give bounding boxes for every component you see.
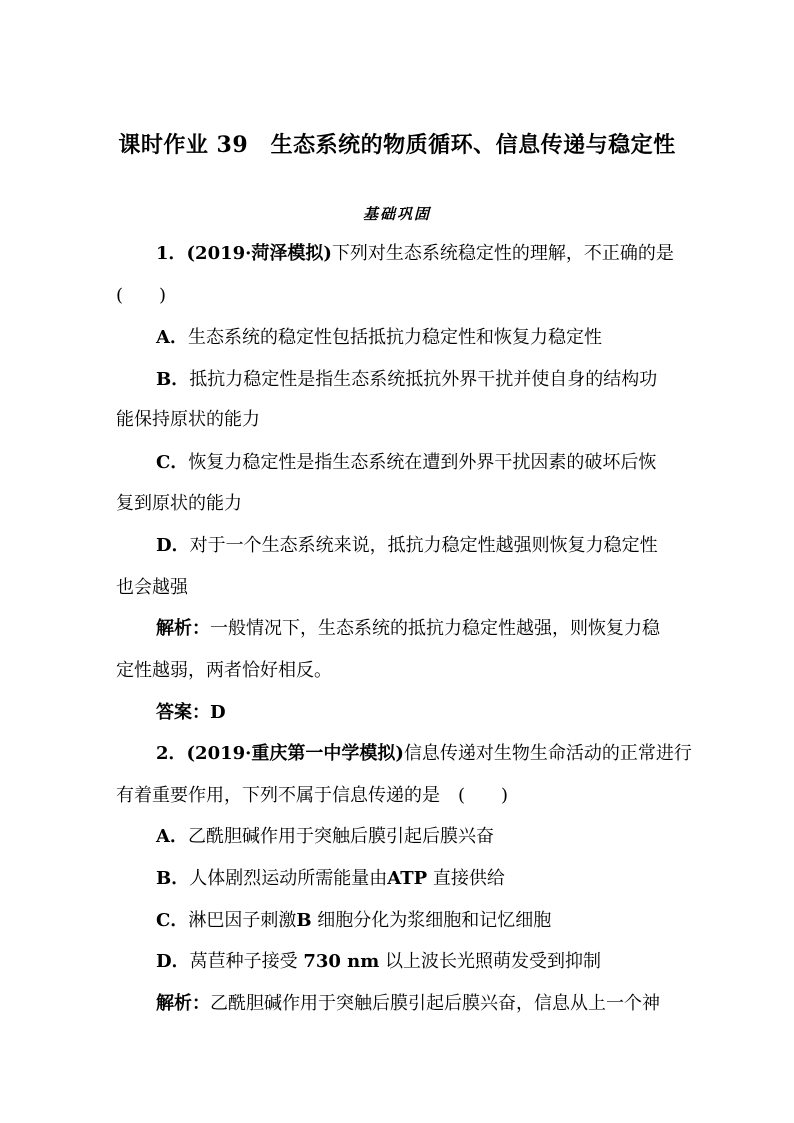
q2-stem-line-2: 有着重要作用，下列不属于信息传递的是 ( )	[116, 785, 509, 806]
q1-option-a-label: A．	[156, 327, 188, 348]
q1-option-a-text: 生态系统的稳定性包括抵抗力稳定性和恢复力稳定性	[187, 327, 602, 348]
q1-analysis-label: 解析：	[156, 618, 210, 639]
q2-stem-text-1: 信息传递对生物生命活动的正常进行	[403, 743, 692, 764]
q1-option-d-text-2: 也会越强	[116, 577, 188, 598]
q1-option-c-label: C．	[156, 452, 189, 473]
q2-analysis-text-1: 乙酰胆碱作用于突触后膜引起后膜兴奋，信息从上一个神	[210, 993, 660, 1014]
q2-option-d	[156, 950, 601, 974]
q2-option-c-label: C．	[156, 910, 189, 931]
q1-stem-line-2: ( )	[116, 285, 167, 306]
q1-option-a	[156, 326, 602, 350]
q1-number: 1．	[156, 243, 187, 264]
q2-stem-line-1	[156, 742, 692, 766]
q2-option-c-text-bold: B	[296, 910, 312, 931]
q1-answer-label: 答案：	[156, 702, 210, 723]
q1-option-c	[156, 451, 656, 475]
q2-number: 2．	[156, 743, 187, 764]
q1-option-c-text-1: 恢复力稳定性是指生态系统在遭到外界干扰因素的破坏后恢	[188, 452, 657, 473]
q2-option-c	[156, 909, 551, 933]
q2-analysis-label: 解析：	[156, 993, 210, 1014]
q2-analysis	[156, 992, 660, 1016]
q2-option-b	[156, 867, 505, 891]
q1-stem-line-1	[156, 242, 674, 266]
q2-option-d-text-post: 以上波长光照萌发受到抑制	[379, 951, 602, 972]
q1-stem-text: 下列对生态系统稳定性的理解，不正确的是	[331, 243, 674, 264]
q1-analysis-text-2: 定性越弱，两者恰好相反。	[116, 660, 332, 681]
q1-source: (2019·菏泽模拟)	[186, 243, 332, 264]
q2-option-a	[156, 825, 494, 849]
q1-option-b-label: B．	[156, 369, 190, 390]
q2-option-d-label: D．	[156, 951, 190, 972]
q2-option-b-text-pre: 人体剧烈运动所需能量由	[189, 868, 388, 889]
q1-option-c-text-2: 复到原状的能力	[116, 493, 242, 514]
q1-analysis-text-1: 一般情况下，生态系统的抵抗力稳定性越强，则恢复力稳	[210, 618, 660, 639]
q1-option-b-text-2: 能保持原状的能力	[116, 409, 260, 430]
section-heading: 基础巩固	[362, 205, 431, 223]
q2-option-c-text-pre: 淋巴因子刺激	[188, 910, 297, 931]
q1-analysis	[156, 617, 660, 641]
q1-option-d	[156, 534, 658, 558]
q1-answer-value: D	[210, 702, 226, 723]
q2-option-d-text-bold: 730 nm	[303, 951, 380, 972]
q1-option-d-label: D．	[156, 535, 190, 556]
page-title: 课时作业 39 生态系统的物质循环、信息传递与稳定性	[118, 132, 676, 158]
q2-source: (2019·重庆第一中学模拟)	[186, 743, 404, 764]
q1-option-b-text-1: 抵抗力稳定性是指生态系统抵抗外界干扰并使自身的结构功	[189, 369, 658, 390]
q2-option-a-text: 乙酰胆碱作用于突触后膜引起后膜兴奋	[187, 826, 494, 847]
q2-option-d-text-pre: 莴苣种子接受	[189, 951, 304, 972]
q2-option-a-label: A．	[156, 826, 188, 847]
q2-option-b-text-post: 直接供给	[427, 868, 505, 889]
q2-option-b-text-bold: ATP	[387, 868, 428, 889]
q1-option-d-text-1: 对于一个生态系统来说，抵抗力稳定性越强则恢复力稳定性	[189, 535, 658, 556]
q1-option-b	[156, 368, 657, 392]
q2-option-b-label: B．	[156, 868, 190, 889]
q2-option-c-text-post: 细胞分化为浆细胞和记忆细胞	[311, 910, 552, 931]
q1-answer	[156, 701, 226, 725]
